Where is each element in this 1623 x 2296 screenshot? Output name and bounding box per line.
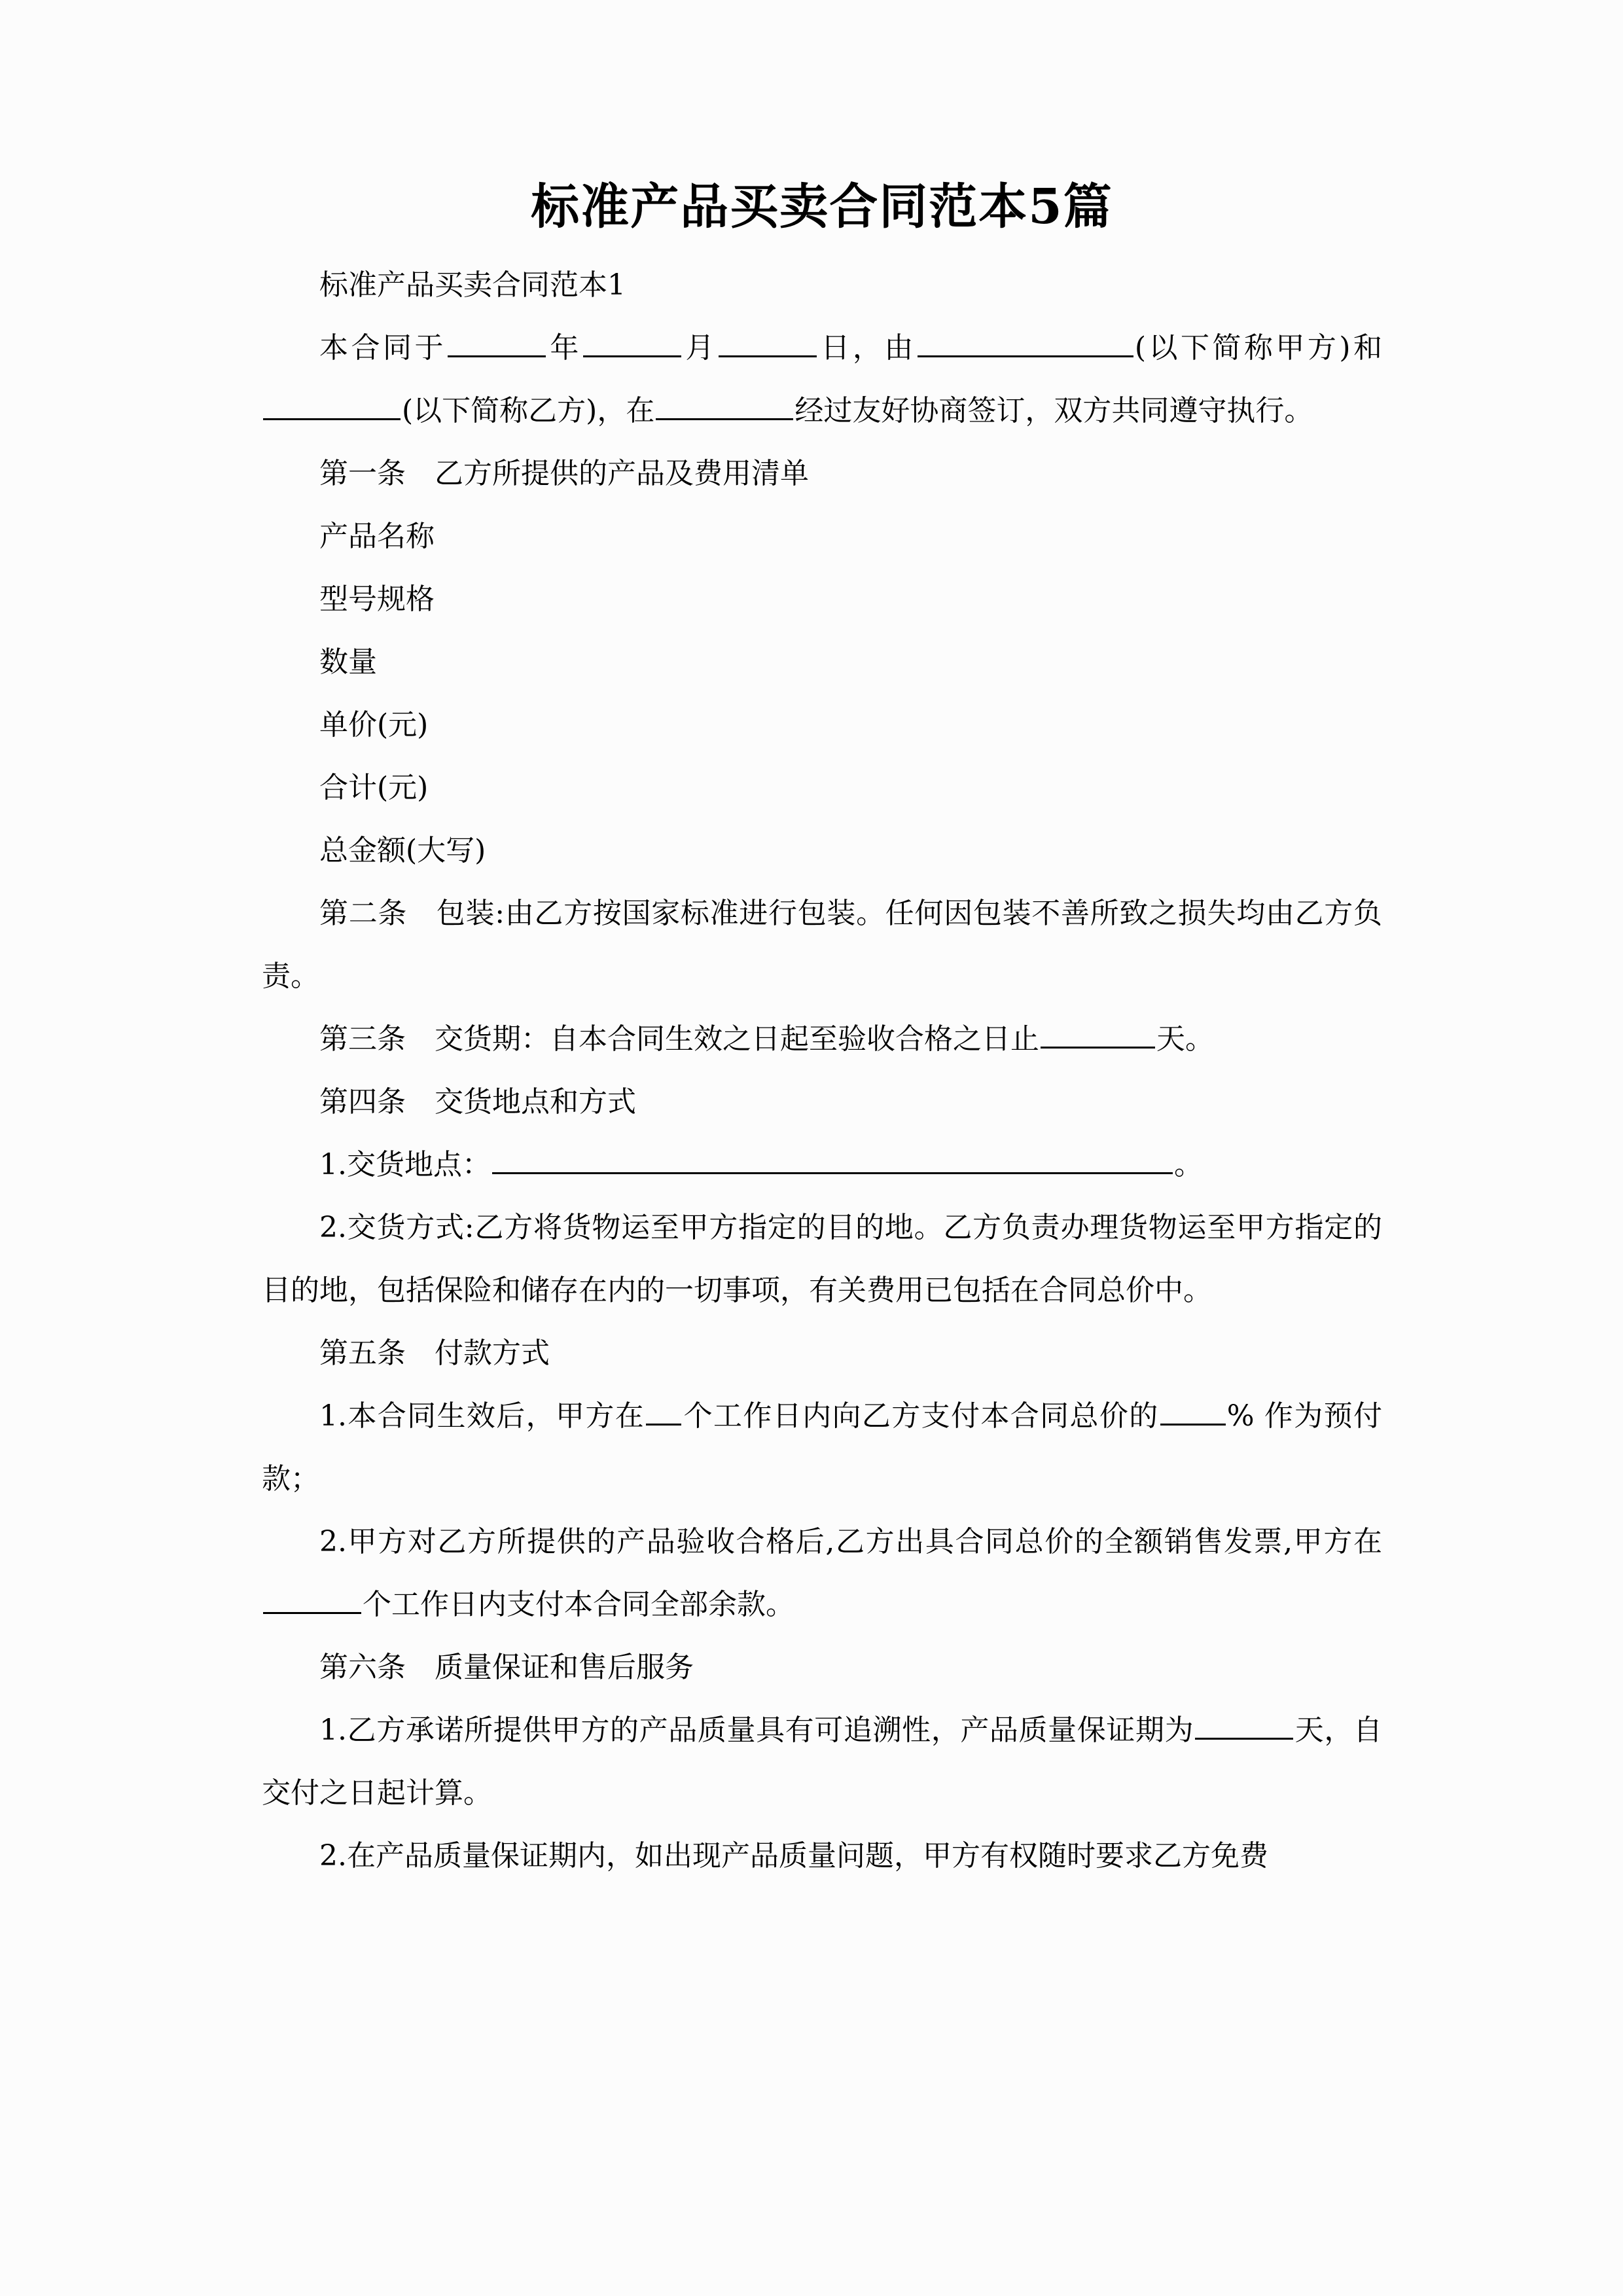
clause-1-item-1-text: 型号规格 (319, 583, 435, 617)
blank-delivery-location[interactable] (492, 1146, 1173, 1174)
blank-signing-place[interactable] (656, 392, 793, 420)
clause-1-item-model-spec (262, 568, 1382, 631)
blank-balance-days[interactable] (263, 1586, 361, 1614)
intro-text-b: 年 (546, 331, 582, 365)
blank-prepayment-percent[interactable] (1160, 1397, 1226, 1426)
intro-text-e: (以下简称甲方)和 (1134, 331, 1383, 365)
clause-1-item-5-text: 总金额(大写) (319, 834, 486, 868)
blank-prepayment-days[interactable] (646, 1397, 681, 1426)
clause-4-item-2-text: 2.交货方式:乙方将货物运至甲方指定的目的地。乙方负责办理货物运至甲方指定的目的地，包括保险和储存在内的一切事项，有关费用已包括在合同总价中。 (262, 1211, 1382, 1308)
blank-month[interactable] (583, 329, 681, 357)
intro-paragraph (262, 317, 1382, 442)
clause-5-item-2 (262, 1511, 1382, 1636)
clause-1-item-subtotal (262, 757, 1382, 819)
clause-5-title-text: 第五条 付款方式 (319, 1336, 550, 1371)
page-title: 标准产品买卖合同范本5篇 (531, 179, 1113, 235)
clause-1-item-unit-price (262, 694, 1382, 757)
intro-text-f: (以下简称乙方)，在 (402, 394, 655, 428)
clause-6-item-1-text-a: 1.乙方承诺所提供甲方的产品质量具有可追溯性，产品质量保证期为 (319, 1713, 1194, 1748)
document-heading (262, 254, 1382, 317)
clause-6-item-1 (234, 1699, 1382, 1825)
clause-6-item-2 (262, 1825, 1382, 1888)
blank-delivery-days[interactable] (1041, 1020, 1155, 1049)
blank-year[interactable] (448, 329, 546, 357)
clause-5-item-1-text-c: % 作为预付款； (262, 1399, 1383, 1496)
clause-5-item-1 (262, 1385, 1382, 1511)
clause-4-item-1 (262, 1134, 1382, 1196)
clause-3-text-a: 第三条 交货期：自本合同生效之日起至验收合格之日止 (319, 1022, 1039, 1056)
clause-1-item-quantity (262, 631, 1382, 694)
clause-5-title (262, 1322, 1382, 1385)
blank-day[interactable] (719, 329, 817, 357)
clause-1-item-product-name (262, 505, 1382, 568)
intro-text-c: 月 (682, 331, 717, 365)
clause-2-paragraph (262, 882, 1382, 1008)
clause-3-text-b: 天。 (1156, 1022, 1214, 1056)
clause-4-item-1-text-a: 1.交货地点： (319, 1148, 491, 1182)
clause-1-item-0-text: 产品名称 (319, 520, 435, 554)
clause-5-item-2-text-b: 个工作日内支付本合同全部余款。 (363, 1588, 794, 1622)
document-body (262, 175, 1382, 1888)
clause-2-text: 第二条 包装:由乙方按国家标准进行包装。任何因包装不善所致之损失均由乙方负责。 (262, 897, 1382, 994)
clause-1-title-text: 第一条 乙方所提供的产品及费用清单 (319, 457, 809, 491)
clause-1-title (262, 442, 1382, 505)
intro-text-d: 日，由 (817, 331, 916, 365)
clause-6-title-text: 第六条 质量保证和售后服务 (319, 1651, 694, 1685)
intro-text-g: 经过友好协商签订，双方共同遵守执行。 (794, 394, 1313, 428)
clause-6-title (262, 1636, 1382, 1699)
clause-6-item-1-text-b: 天，自交付之日起计算。 (262, 1713, 1383, 1810)
clause-4-item-2 (262, 1196, 1382, 1322)
clause-1-item-2-text: 数量 (319, 645, 377, 679)
blank-party-b-name[interactable] (263, 392, 401, 420)
clause-4-item-1-text-b: 。 (1173, 1148, 1203, 1182)
clause-4-title-text: 第四条 交货地点和方式 (319, 1085, 636, 1119)
clause-6-item-2-text: 2.在产品质量保证期内，如出现产品质量问题，甲方有权随时要求乙方免费 (319, 1839, 1268, 1873)
clause-1-item-total-in-words (262, 819, 1382, 882)
clause-5-item-2-text-a: 2.甲方对乙方所提供的产品验收合格后,乙方出具合同总价的全额销售发票,甲方在 (319, 1525, 1382, 1559)
clause-1-item-3-text: 单价(元) (319, 708, 429, 742)
blank-warranty-days[interactable] (1195, 1712, 1293, 1740)
intro-text-a: 本合同于 (319, 331, 446, 365)
clause-4-title (262, 1071, 1382, 1134)
clause-5-item-1-text-a: 1.本合同生效后，甲方在 (319, 1399, 645, 1433)
clause-5-item-1-text-b: 个工作日内向乙方支付本合同总价的 (683, 1399, 1159, 1433)
blank-party-a-name[interactable] (918, 329, 1133, 357)
clause-1-item-4-text: 合计(元) (319, 771, 429, 805)
clause-3-paragraph (262, 1008, 1382, 1071)
document-heading-text: 标准产品买卖合同范本1 (319, 268, 626, 302)
